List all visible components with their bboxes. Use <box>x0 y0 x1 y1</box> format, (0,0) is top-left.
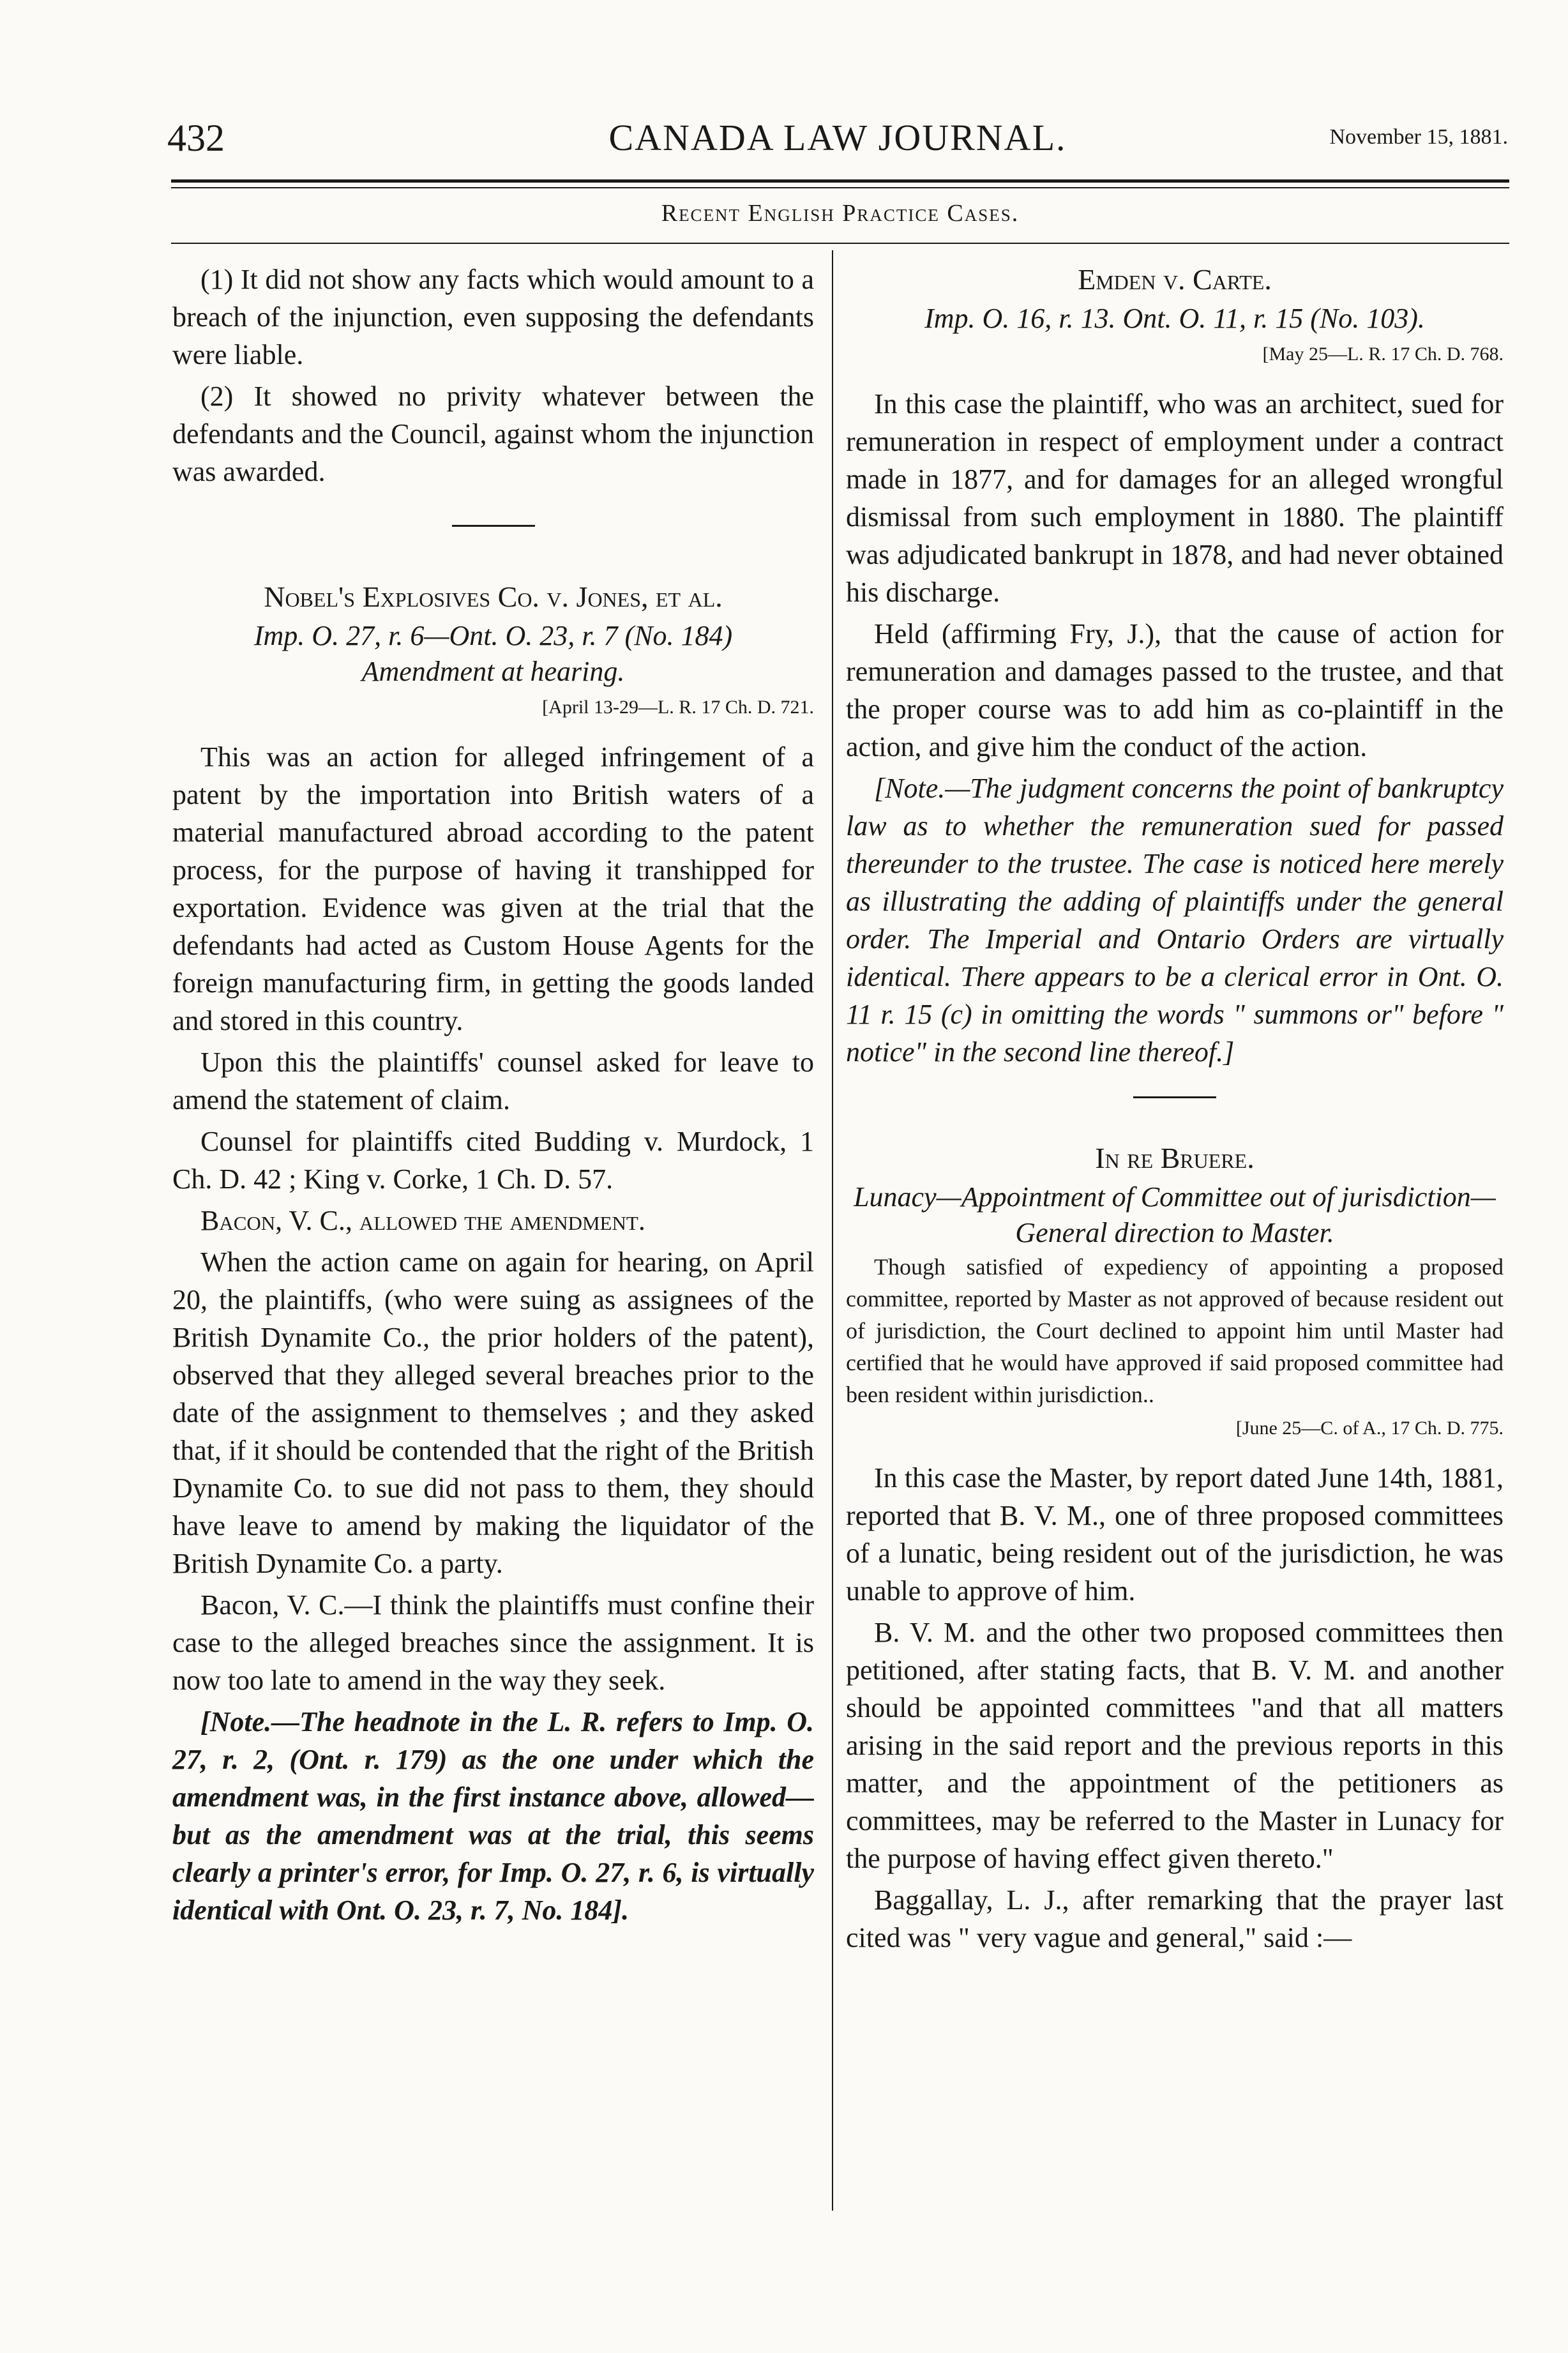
paragraph: In this case the Master, by report dated June 14th, 1881, reported that B. V. M., one of three proposed committees of a lunatic, being resident out of the jurisdiction, he was unable to approve of him. <box>846 1462 1504 1607</box>
paragraph: Upon this the plaintiffs' counsel asked for leave to amend the statement of claim. <box>172 1047 814 1116</box>
header-rule-thick <box>171 179 1509 183</box>
case-subject: Amendment at hearing. <box>361 656 625 687</box>
paragraph: (2) It showed no privity whatever between the defendants and the Council, against whom the injunction was awarded. <box>172 381 814 487</box>
editor-note: [Note.—The judgment concerns the point of bankruptcy law as to whether the remuneration sued for passed thereunder to the trustee. The case is noticed here merely as illustrating the adding of plaintiffs under the general order. The Imperial and Ontario Orders are virtually identical. There appears to be a clerical error in Ont. O. 11 r. 15 (c) in omitting the words " summons or" before " notice" in the second line thereof.] <box>846 773 1504 1068</box>
paragraph: In this case the plaintiff, who was an architect, sued for remuneration in respect of employment under a contract made in 1877, and for damages for an alleged wrongful dismissal from such employment in 1880. The plaintiff was adjudicated bankrupt in 1878, and had never obtained his discharge. <box>846 388 1504 608</box>
page-header <box>167 116 1508 174</box>
running-head: Recent English Practice Cases. <box>661 200 1020 227</box>
right-column <box>846 261 1504 1960</box>
section-separator <box>452 525 535 527</box>
case-title: In re Bruere. <box>1095 1142 1255 1174</box>
paragraph: B. V. M. and the other two proposed committees then petitioned, after stating facts, that B. V. M. and another should be appointed committees "and that all matters arising in the said report and the previous reports in this matter, and the appointment of the petitioners as committees, may be referred to the Master in Lunacy for the purpose of having effect given thereto." <box>846 1617 1504 1874</box>
case-report-reference: [June 25—C. of A., 17 Ch. D. 775. <box>1235 1418 1504 1439</box>
page-number: 432 <box>167 117 225 159</box>
paragraph: This was an action for alleged infringement of a patent by the importation into British waters of a material manufactured abroad according to the patent process, for the purpose of having it transhipped for exportation. Evidence was given at the trial that the defendants had acted as Custom House Agents for the foreign manufacturing firm, in getting the goods landed and stored in this country. <box>172 741 814 1036</box>
paragraph: Held (affirming Fry, J.), that the cause of action for remuneration and damages passed to the trustee, and that the proper course was to add him as co-plaintiff in the action, and give him the conduct of the action. <box>846 618 1504 762</box>
paragraph: When the action came on again for hearing, on April 20, the plaintiffs, (who were suing as assignees of the British Dynamite Co., the prior holders of the patent), observed that they alleged several breaches prior to the date of the assignment to themselves ; and they asked that, if it should be contended that the right of the British Dynamite Co. to sue did not pass to them, they should have leave to amend by making the liquidator of the British Dynamite Co. a party. <box>172 1246 814 1579</box>
editor-note: [Note.—The headnote in the L. R. refers to Imp. O. 27, r. 2, (Ont. r. 179) as the one under which the amendment was, in the first instance above, allowed—but as the amendment was at the trial, this seems clearly a printer's error, for Imp. O. 27, r. 6, is virtually identical with Ont. O. 23, r. 7, No. 184]. <box>172 1706 814 1926</box>
column-divider <box>832 250 833 2211</box>
paragraph: Baggallay, L. J., after remarking that the prayer last cited was " very vague and general," said :— <box>846 1884 1504 1953</box>
header-rule-thin <box>171 187 1509 188</box>
case-title: Nobel's Explosives Co. v. Jones, et al. <box>264 580 723 613</box>
paragraph: Bacon, V. C., allowed the amendment. <box>200 1205 645 1236</box>
running-head-rule <box>171 243 1509 244</box>
section-separator <box>1133 1096 1216 1098</box>
paragraph: Bacon, V. C.—I think the plaintiffs must confine their case to the alleged breaches since the assignment. It is now too late to amend in the way they seek. <box>172 1589 814 1696</box>
paragraph: (1) It did not show any facts which would amount to a breach of the injunction, even supposing the defendants were liable. <box>172 264 814 370</box>
case-title: Emden v. Carte. <box>1078 263 1272 296</box>
case-report-reference: [May 25—L. R. 17 Ch. D. 768. <box>1262 344 1504 365</box>
case-citation: Imp. O. 16, r. 13. Ont. O. 11, r. 15 (No. 103). <box>924 303 1425 334</box>
issue-date: November 15, 1881. <box>1329 125 1508 149</box>
headnote: Though satisfied of expediency of appointing a proposed committee, reported by Master as not approved of because resident out of jurisdiction, the Court declined to appoint him until Master had certified that he would have approved if said proposed committee had been resident within jurisdiction.. <box>846 1254 1504 1407</box>
case-subject: Lunacy—Appointment of Committee out of jurisdiction—General direction to Master. <box>854 1181 1496 1248</box>
paragraph: Counsel for plaintiffs cited Budding v. Murdock, 1 Ch. D. 42 ; King v. Corke, 1 Ch. D. 57. <box>172 1126 814 1195</box>
journal-title: CANADA LAW JOURNAL. <box>608 117 1067 158</box>
case-report-reference: [April 13-29—L. R. 17 Ch. D. 721. <box>542 697 814 718</box>
left-column <box>172 261 814 1933</box>
case-citation: Imp. O. 27, r. 6—Ont. O. 23, r. 7 (No. 184) <box>253 620 733 651</box>
